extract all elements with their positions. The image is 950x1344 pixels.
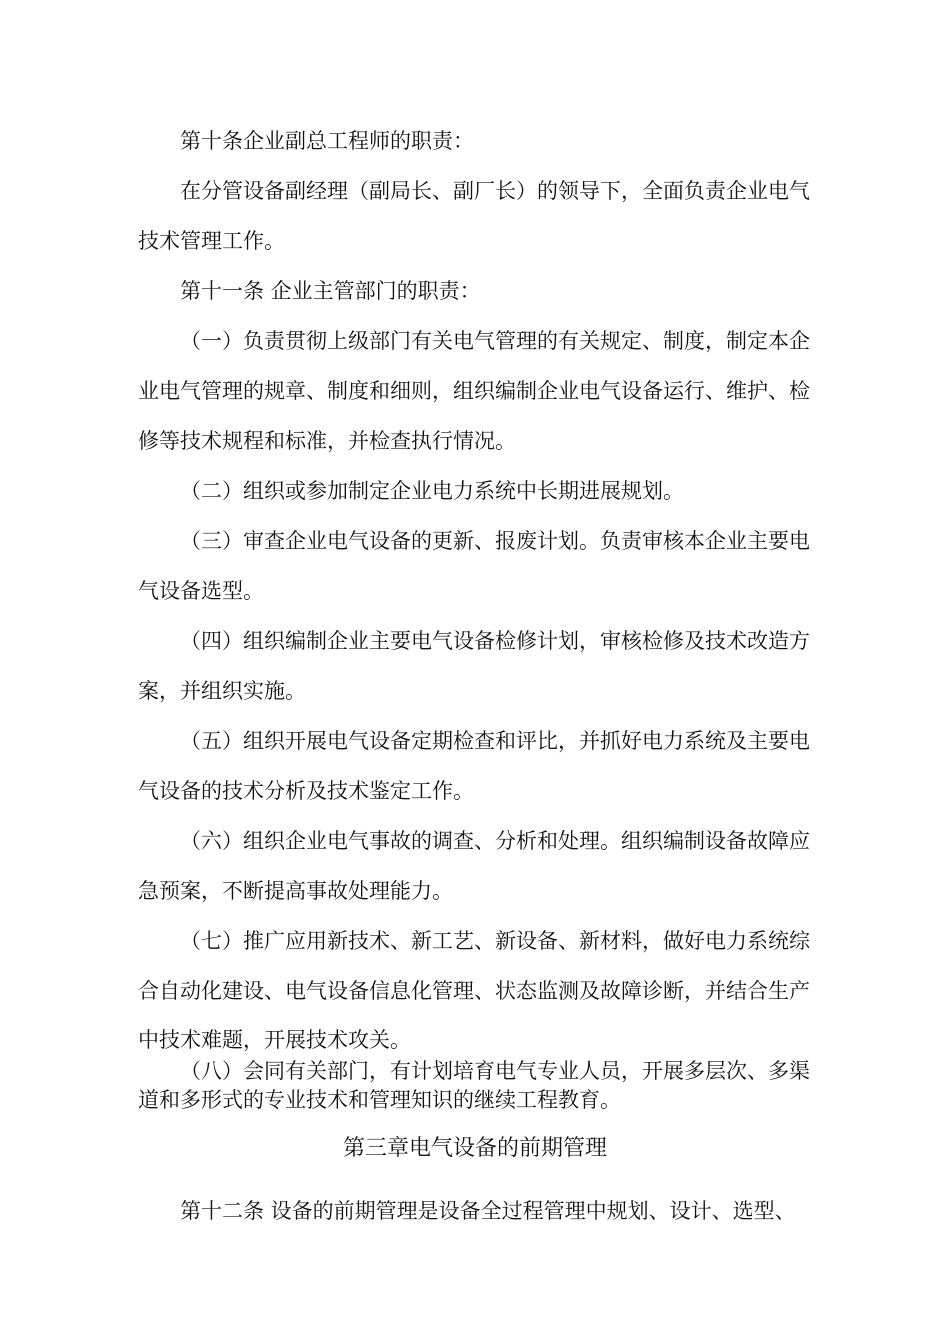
item-6-line-2: 急预案，不断提高事故处理能力。 [138, 879, 453, 903]
article-10-paragraph-cont: 技术管理工作。 [138, 229, 285, 253]
item-4-line-2: 案，并组织实施。 [138, 679, 306, 703]
item-6-line-1: （六）组织企业电气事故的调查、分析和处理。组织编制设备故障应 [180, 829, 810, 853]
article-11-title: 第十一条 企业主管部门的职责： [180, 279, 481, 303]
item-5-line-1: （五）组织开展电气设备定期检查和评比，并抓好电力系统及主要电 [180, 729, 810, 753]
chapter-3-heading: 第三章电气设备的前期管理 [342, 1136, 607, 1161]
item-7-line-3: 中技术难题，开展技术攻关。 [138, 1028, 411, 1052]
item-7-line-2: 合自动化建设、电气设备信息化管理、状态监测及故障诊断，并结合生产 [138, 979, 810, 1003]
item-8-line-1: （八）会同有关部门，有计划培育电气专业人员，开展多层次、多渠 [180, 1059, 810, 1083]
item-3-line-1: （三）审查企业电气设备的更新、报废计划。负责审核本企业主要电 [180, 529, 810, 553]
item-1-line-3: 修等技术规程和标准，并检查执行情况。 [138, 429, 516, 453]
item-1-line-2: 业电气管理的规章、制度和细则，组织编制企业电气设备运行、维护、检 [138, 379, 810, 403]
article-10-title: 第十条企业副总工程师的职责： [180, 129, 474, 153]
item-4-line-1: （四）组织编制企业主要电气设备检修计划，审核检修及技术改造方 [180, 629, 810, 653]
item-5-line-2: 气设备的技术分析及技术鉴定工作。 [138, 779, 474, 803]
article-10-paragraph: 在分管设备副经理（副局长、副厂长）的领导下，全面负责企业电气 [180, 179, 810, 203]
item-7-line-1: （七）推广应用新技术、新工艺、新设备、新材料，做好电力系统综 [180, 929, 810, 953]
item-3-line-2: 气设备选型。 [138, 579, 264, 603]
item-8-line-2: 道和多形式的专业技术和管理知识的继续工程教育。 [138, 1088, 621, 1112]
item-2-line-1: （二）组织或参加制定企业电力系统中长期进展规划。 [180, 479, 684, 503]
article-12-line-1: 第十二条 设备的前期管理是设备全过程管理中规划、设计、选型、 [180, 1199, 796, 1223]
item-1-line-1: （一）负责贯彻上级部门有关电气管理的有关规定、制度，制定本企 [180, 329, 810, 353]
